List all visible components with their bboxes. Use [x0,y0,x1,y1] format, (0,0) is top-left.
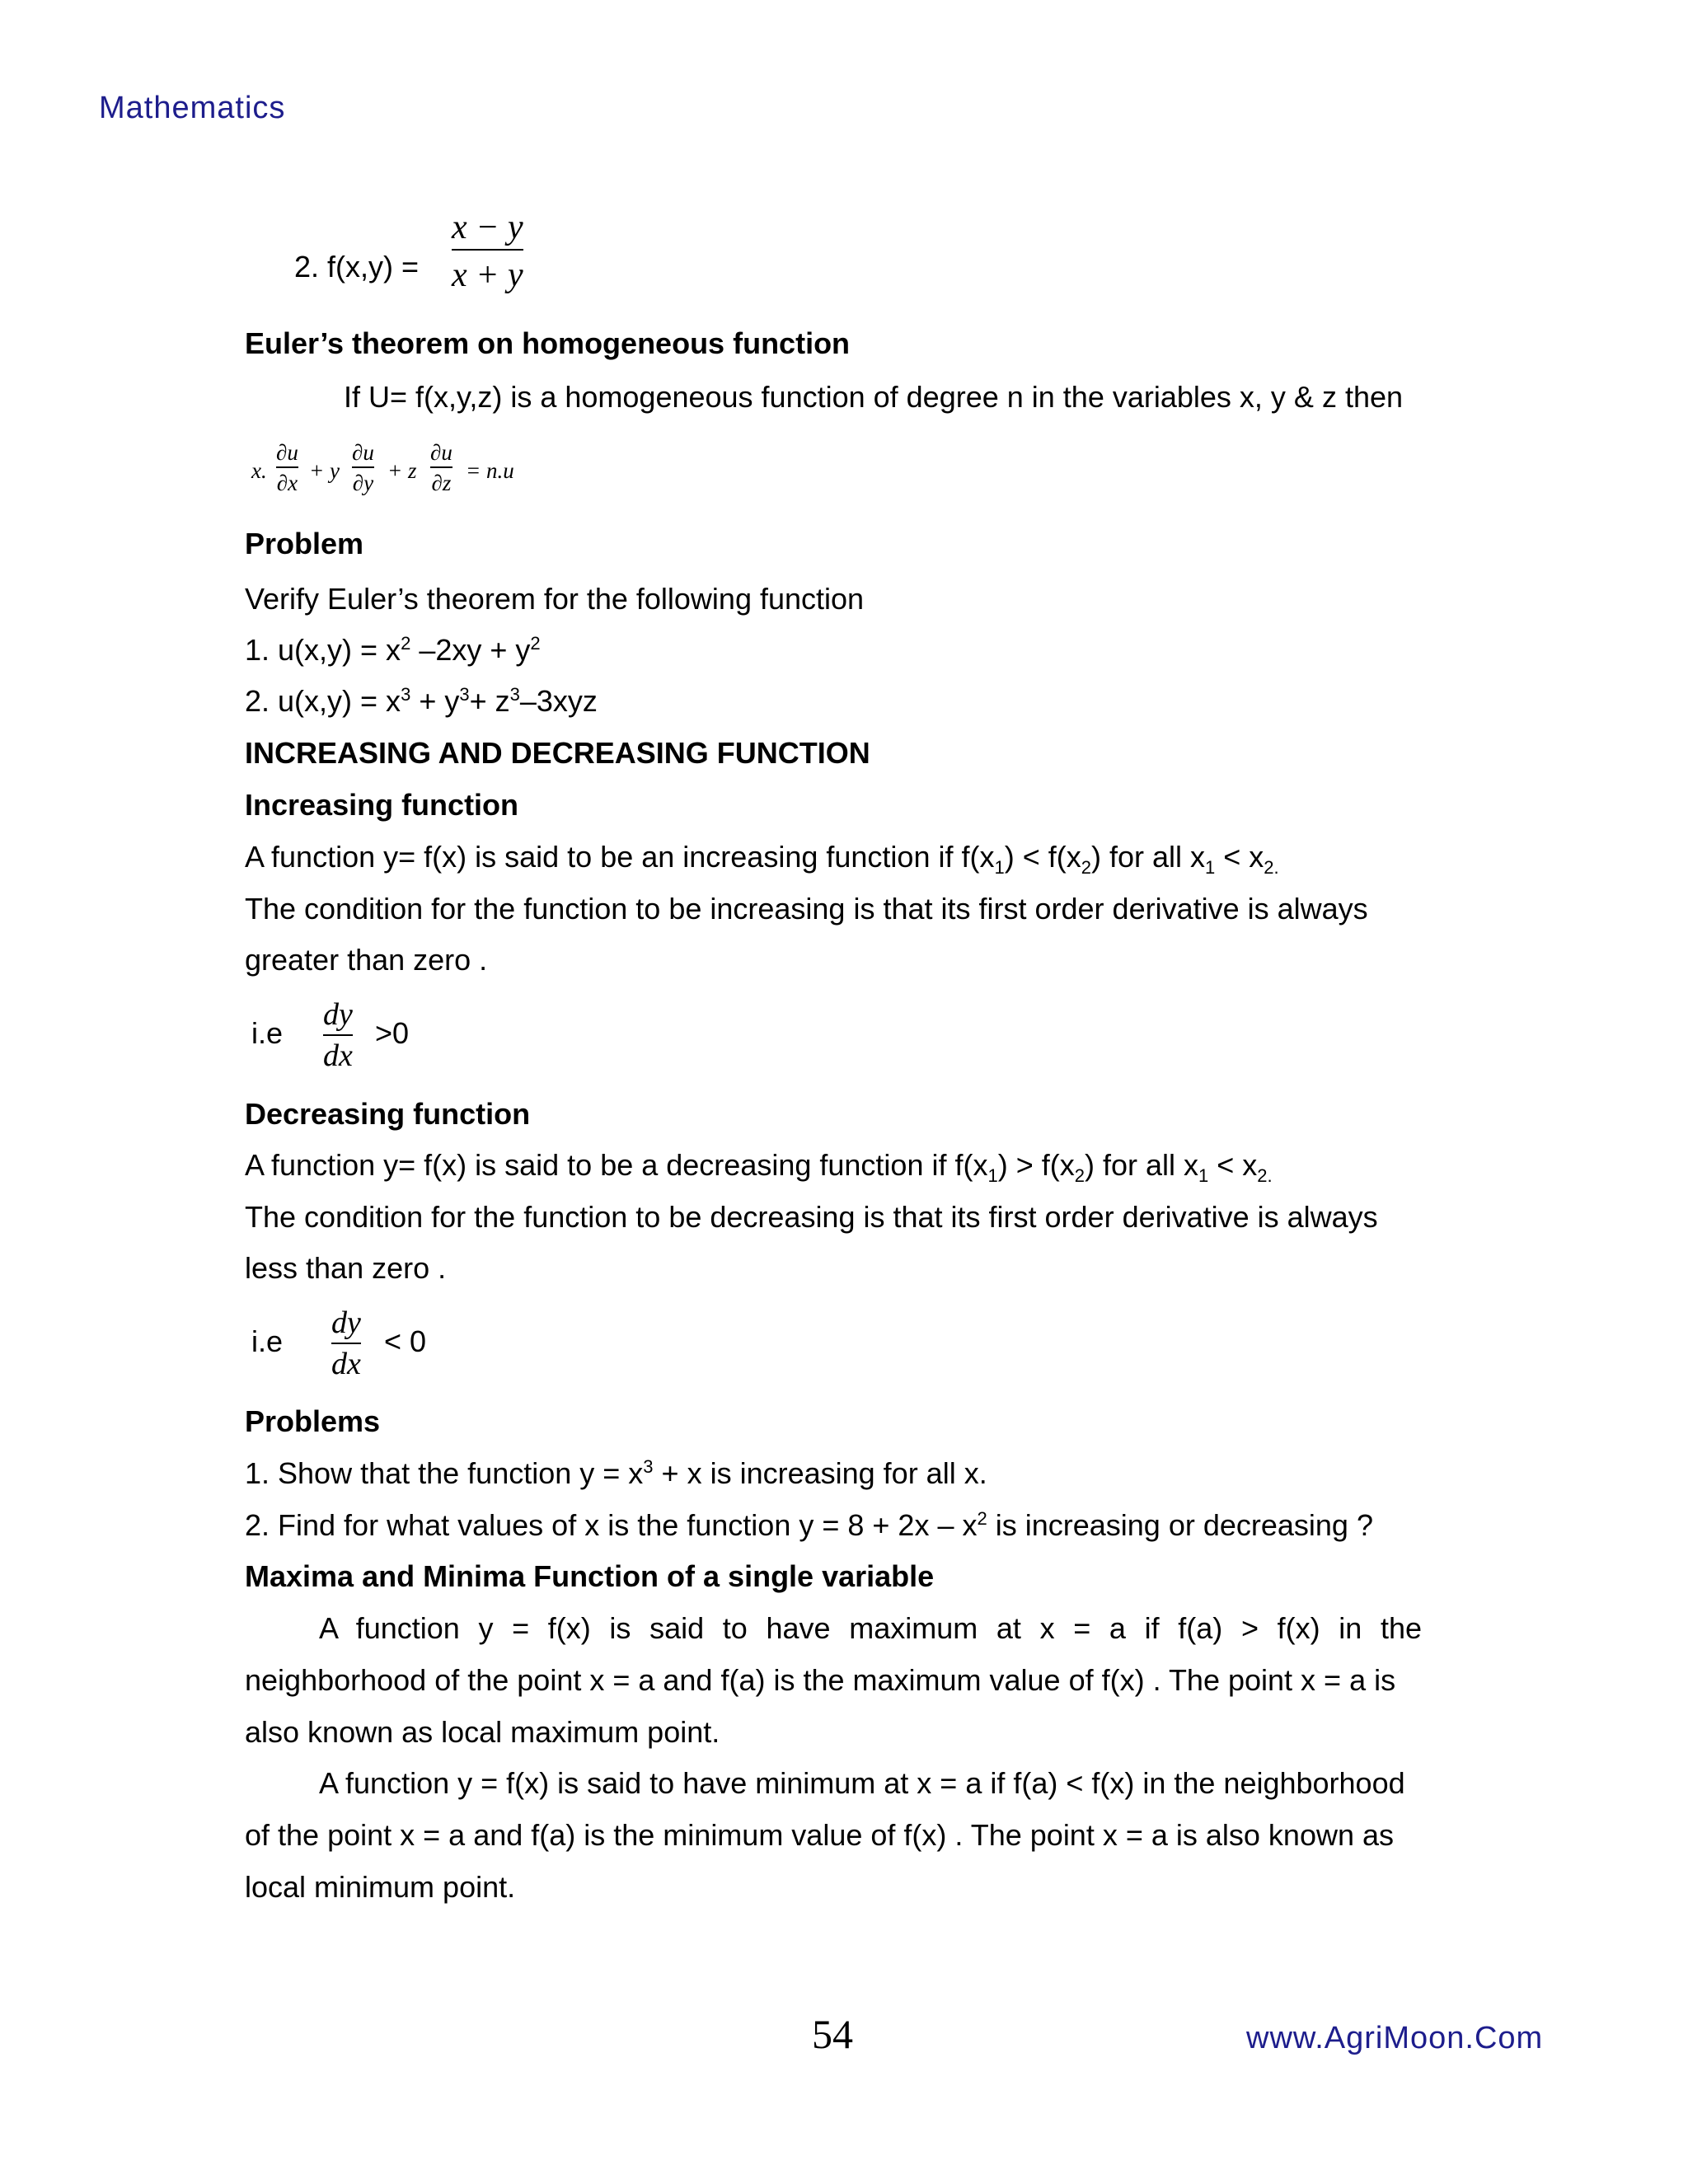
partial-denominator: ∂y [352,470,374,495]
superscript: 3 [459,684,470,705]
problem-intro: Verify Euler’s theorem for the following function [245,582,865,616]
superscript: 3 [643,1456,654,1477]
euler-du-dz [430,438,452,498]
text-part: 1. Show that the function y = x [245,1456,644,1490]
problem-heading: Problem [245,527,364,560]
eq-fxy-denominator: x + y [452,256,523,294]
superscript: 3 [401,684,411,705]
text-part: –3xyz [519,684,598,718]
euler-rhs: = n.u [466,458,514,483]
text-part: ) for all x [1090,840,1206,874]
euler-du-dx [276,438,298,498]
derivative-denominator: dx [323,1038,353,1073]
increasing-definition [245,839,1279,879]
maxima-line2: neighborhood of the point x = a and f(a) is the maximum value of f(x) . The point x = a is [245,1663,1396,1697]
euler-y-term: + y [309,458,340,483]
text-part: ) < f(x [1004,840,1081,874]
text-part: is increasing or decreasing ? [987,1508,1373,1542]
euler-statement: If U= f(x,y,z) is a homogeneous function of degree n in the variables x, y & z then [344,380,1404,414]
increasing-relation: >0 [375,1016,410,1050]
maxmin-heading: Maxima and Minima Function of a single variable [245,1559,935,1593]
text-part: A function y= f(x) is said to be an increasing function if f(x [245,840,995,874]
derivative-numerator: dy [331,1305,361,1340]
increasing-ie-label: i.e [251,1016,284,1050]
decreasing-heading: Decreasing function [245,1097,531,1131]
increasing-condition-line2: greater than zero . [245,943,488,977]
text-part: + z [469,684,510,718]
partial-denominator: ∂z [431,470,452,495]
minima-line3: local minimum point. [245,1870,516,1904]
partial-numerator: ∂u [352,440,374,465]
decreasing-condition-line1: The condition for the function to be decreasing is that its first order derivative is always [245,1200,1378,1234]
text-part: + x is increasing for all x. [653,1456,987,1490]
decreasing-derivative [331,1303,361,1384]
decreasing-ie-label: i.e [251,1324,284,1358]
euler-du-dy [352,438,374,498]
text-part: < x [1208,1148,1258,1182]
text-part: –2xy + y [410,633,531,667]
superscript: 2 [977,1508,987,1529]
maxima-line1: A function y = f(x) is said to have maximum at x = a if f(a) > f(x) in the [319,1611,1422,1645]
eq-fxy-fraction [452,206,523,300]
text-part: 1. u(x,y) = x [245,633,401,667]
euler-x-term: x. [251,458,267,483]
decreasing-condition-line2: less than zero . [245,1251,447,1285]
minima-line2: of the point x = a and f(a) is the minimum value of f(x) . The point x = a is also known as [245,1818,1395,1852]
subscript: 2 [1074,1165,1085,1187]
superscript: 3 [509,684,520,705]
footer-website-link[interactable]: www.AgriMoon.Com [1246,2021,1544,2055]
increasing-condition-line1: The condition for the function to be increasing is that its first order derivative is always [245,892,1368,926]
page-header-title: Mathematics [99,91,286,125]
subscript: 1 [1198,1165,1209,1187]
text-part: 2. Find for what values of x is the function y = 8 + 2x – x [245,1508,978,1542]
subscript: 1 [1205,857,1216,879]
problems-item-1 [245,1455,987,1492]
partial-numerator: ∂u [430,440,452,465]
subscript: 2. [1264,857,1279,879]
derivative-denominator: dx [331,1347,361,1381]
subscript: 1 [994,857,1005,879]
eq-fxy-label: 2. f(x,y) = [294,250,420,284]
derivative-numerator: dy [323,997,353,1032]
text-part: < x [1215,840,1264,874]
subscript: 2. [1257,1165,1273,1187]
euler-z-term: + z [387,458,417,483]
page-number: 54 [812,2011,853,2057]
decreasing-definition [245,1147,1273,1187]
maxima-line3: also known as local maximum point. [245,1715,720,1749]
problems-item-2 [245,1507,1373,1544]
partial-numerator: ∂u [276,440,298,465]
subscript: 1 [987,1165,998,1187]
euler-heading: Euler’s theorem on homogeneous function [245,326,851,360]
problems-heading: Problems [245,1404,381,1438]
decreasing-relation: < 0 [384,1324,427,1358]
superscript: 2 [401,633,411,654]
increasing-derivative [323,995,353,1076]
text-part: ) > f(x [997,1148,1075,1182]
minima-line1: A function y = f(x) is said to have minimum at x = a if f(a) < f(x) in the neighborhood [319,1766,1405,1800]
text-part: A function y= f(x) is said to be a decreasing function if f(x [245,1148,988,1182]
eq-fxy-numerator: x − y [452,209,523,246]
superscript: 2 [530,633,541,654]
incdec-heading: INCREASING AND DECREASING FUNCTION [245,736,870,770]
problem-item-2 [245,683,598,719]
subscript: 2 [1081,857,1091,879]
text-part: + y [410,684,460,718]
problem-item-1 [245,632,541,668]
increasing-heading: Increasing function [245,788,519,822]
text-part: 2. u(x,y) = x [245,684,401,718]
text-part: ) for all x [1084,1148,1199,1182]
partial-denominator: ∂x [276,470,298,495]
